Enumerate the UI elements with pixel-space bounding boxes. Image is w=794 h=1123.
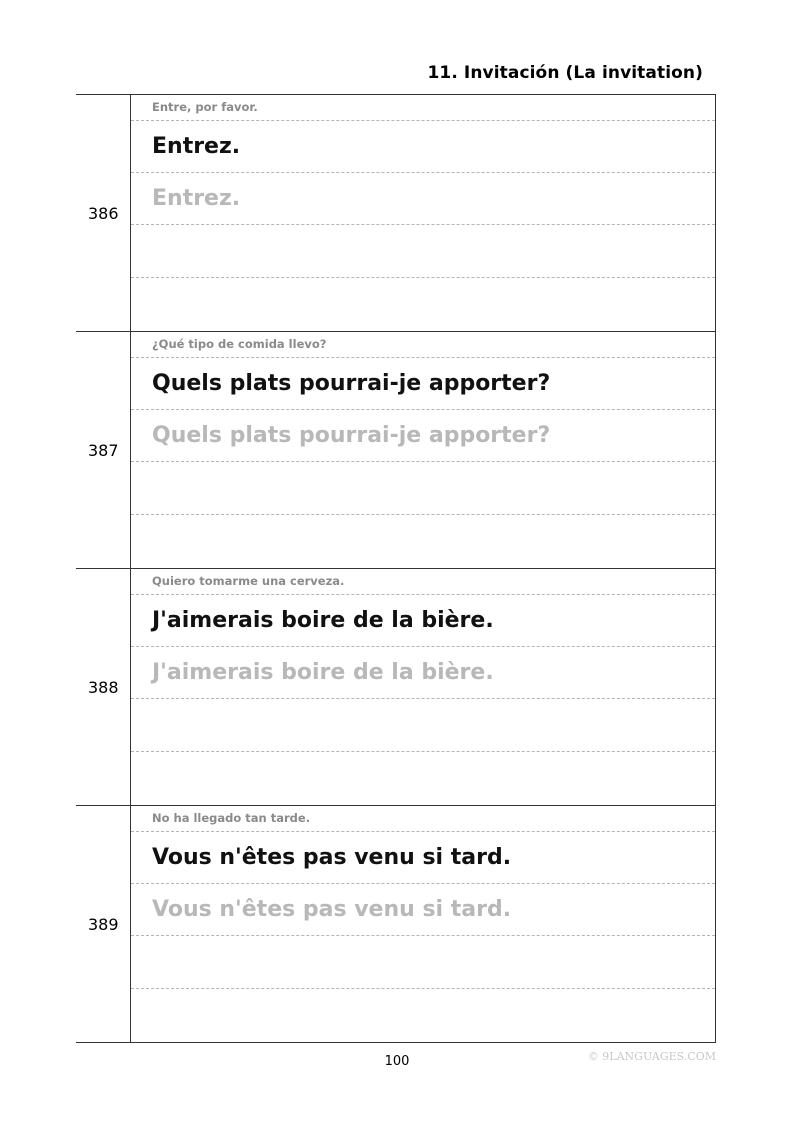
entry-prompt: Quiero tomarme una cerveza. — [131, 569, 715, 595]
entry-block — [76, 332, 716, 569]
writing-lines — [131, 806, 716, 1042]
blank-writing-line — [131, 989, 715, 1042]
worksheet-table — [76, 94, 716, 1043]
entry-prompt: Entre, por favor. — [131, 95, 715, 121]
entry-number: 389 — [76, 806, 131, 1042]
writing-lines — [131, 95, 716, 331]
blank-writing-line — [131, 936, 715, 988]
entry-block — [76, 569, 716, 806]
entry-prompt: ¿Qué tipo de comida llevo? — [131, 332, 715, 358]
entry-trace-sentence: J'aimerais boire de la bière. — [131, 647, 715, 699]
entry-trace-sentence: Entrez. — [131, 173, 715, 225]
entry-block — [76, 806, 716, 1043]
entry-number: 386 — [76, 95, 131, 331]
entry-sentence: Vous n'êtes pas venu si tard. — [131, 832, 715, 884]
writing-lines — [131, 569, 716, 805]
blank-writing-line — [131, 278, 715, 331]
blank-writing-line — [131, 699, 715, 751]
blank-writing-line — [131, 752, 715, 805]
entry-sentence: J'aimerais boire de la bière. — [131, 595, 715, 647]
entry-number: 387 — [76, 332, 131, 568]
page-title: 11. Invitación (La invitation) — [427, 63, 703, 83]
copyright-watermark: © 9LANGUAGES.COM — [587, 1050, 716, 1063]
page-number: 100 — [384, 1054, 410, 1069]
entry-prompt: No ha llegado tan tarde. — [131, 806, 715, 832]
entry-number: 388 — [76, 569, 131, 805]
entry-block — [76, 95, 716, 332]
blank-writing-line — [131, 225, 715, 277]
entry-trace-sentence: Vous n'êtes pas venu si tard. — [131, 884, 715, 936]
entry-sentence: Quels plats pourrai-je apporter? — [131, 358, 715, 410]
blank-writing-line — [131, 462, 715, 514]
entry-trace-sentence: Quels plats pourrai-je apporter? — [131, 410, 715, 462]
entry-sentence: Entrez. — [131, 121, 715, 173]
blank-writing-line — [131, 515, 715, 568]
writing-lines — [131, 332, 716, 568]
